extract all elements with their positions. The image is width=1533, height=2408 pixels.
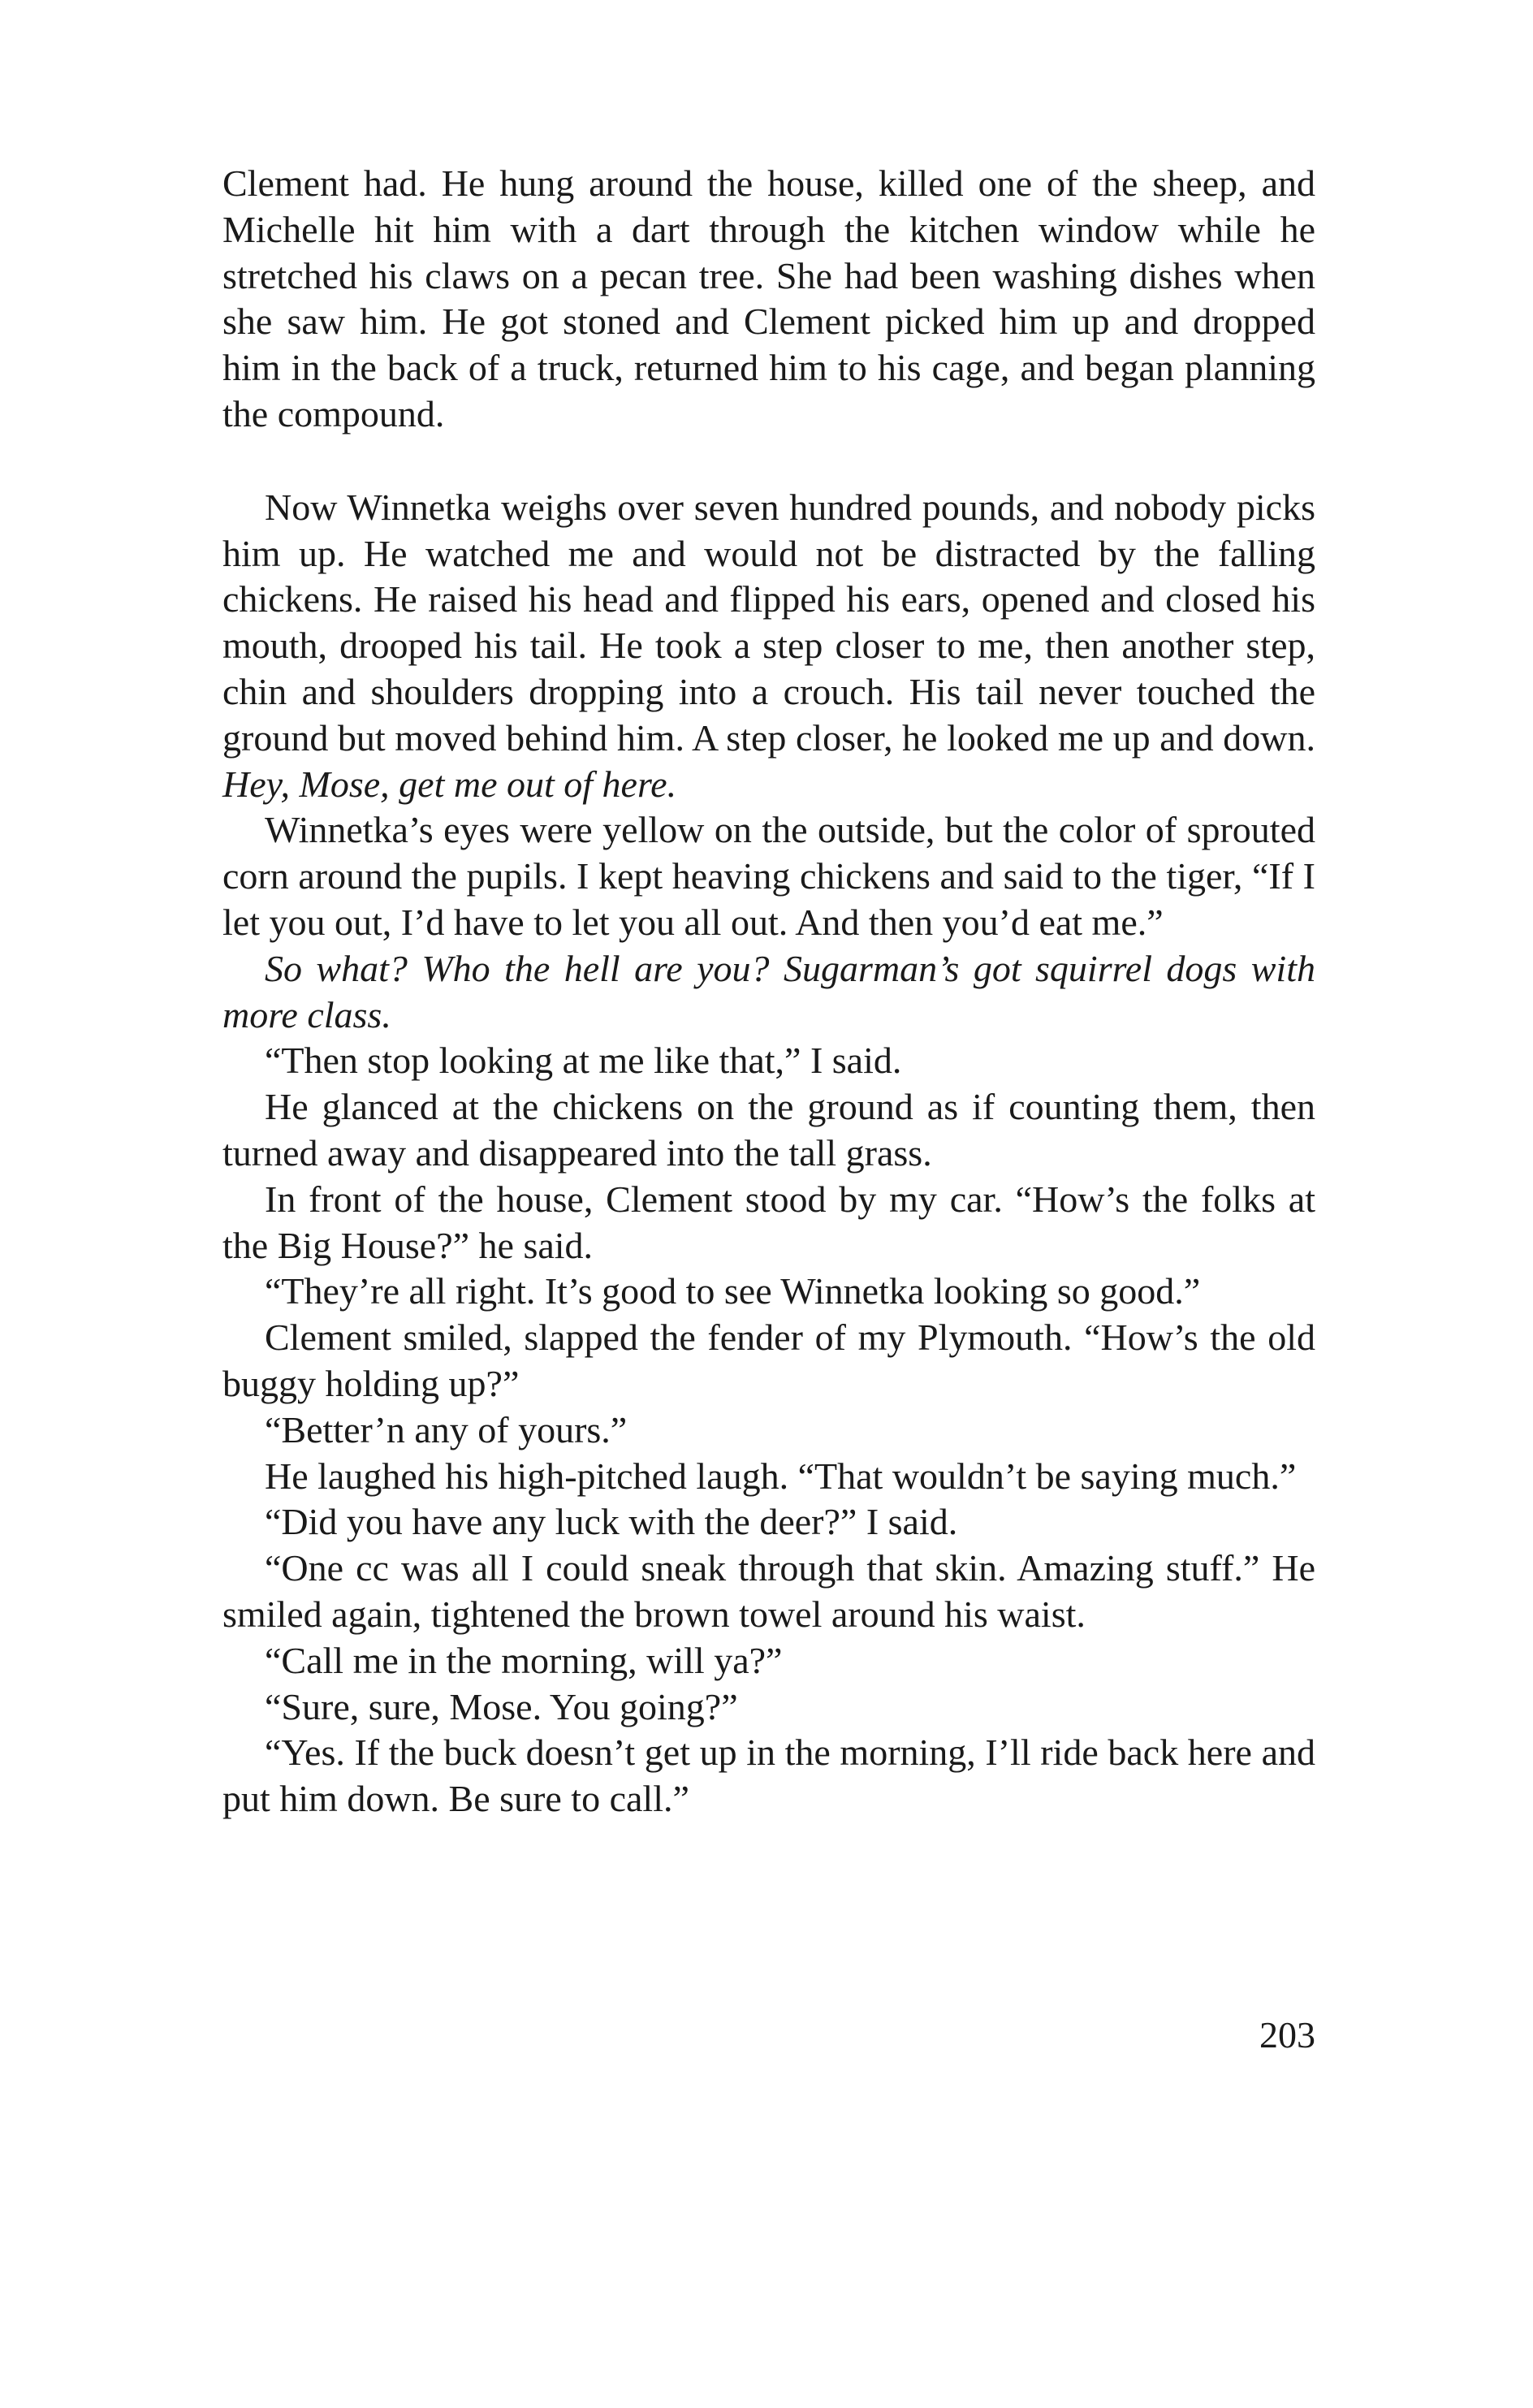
paragraph: “Yes. If the buck doesn’t get up in the morning, I’ll ride back here and put him down. Be sure to call.” xyxy=(222,1731,1315,1820)
paragraph xyxy=(222,946,1315,1039)
paragraph: Clement had. He hung around the house, killed one of the sheep, and Michelle hit him with a dart through the kitchen window while he stretched his claws on a pecan tree. She had been washing dishes when she saw him. He got stoned and Clement picked him up and dropped him in the back of a truck, returned him to his cage, and began planning the compound. xyxy=(222,162,1315,434)
italic-thought: Hey, Mose, get me out of here. xyxy=(222,763,677,805)
italic-thought: So what? Who the hell are you? Sugarman’s got squirrel dogs with more class. xyxy=(222,947,1315,1035)
paragraph: “Then stop looking at me like that,” I said. xyxy=(265,1040,902,1082)
paragraph: He laughed his high-pitched laugh. “That wouldn’t be saying much.” xyxy=(265,1455,1297,1497)
paragraph: In front of the house, Clement stood by my car. “How’s the folks at the Big House?” he said. xyxy=(222,1178,1315,1266)
paragraph: “They’re all right. It’s good to see Winnetka looking so good.” xyxy=(265,1270,1201,1312)
paragraph: “Better’n any of yours.” xyxy=(265,1408,628,1450)
page-number: 203 xyxy=(1259,2014,1315,2056)
paragraph-text: Now Winnetka weighs over seven hundred pounds, and nobody picks him up. He watched me and would not be distracted by the falling chickens. He raised his head and flipped his ears, opened and closed his mouth, drooped his tail. He took a step closer to me, then another step, chin and shoulders dropping into a crouch. His tail never touched the ground but moved behind him. A step closer, he looked me up and down. xyxy=(222,486,1315,759)
body-text xyxy=(222,161,1315,1822)
paragraph: Winnetka’s eyes were yellow on the outside, but the color of sprouted corn around the pupils. I kept heaving chickens and said to the tiger, “If I let you out, I’d have to let you all out. And then you’d eat me.” xyxy=(222,809,1315,943)
paragraph: “Did you have any luck with the deer?” I said. xyxy=(265,1501,958,1543)
paragraph: Clement smiled, slapped the fender of my Plymouth. “How’s the old buggy holding up?” xyxy=(222,1316,1315,1404)
paragraph xyxy=(222,485,1315,808)
paragraph: “One cc was all I could sneak through that skin. Amazing stuff.” He smiled again, tightened the brown towel around his waist. xyxy=(222,1547,1315,1635)
paragraph: He glanced at the chickens on the ground as if counting them, then turned away and disappeared into the tall grass. xyxy=(222,1086,1315,1174)
paragraph: “Sure, sure, Mose. You going?” xyxy=(265,1685,738,1727)
paragraph: “Call me in the morning, will ya?” xyxy=(265,1639,783,1681)
